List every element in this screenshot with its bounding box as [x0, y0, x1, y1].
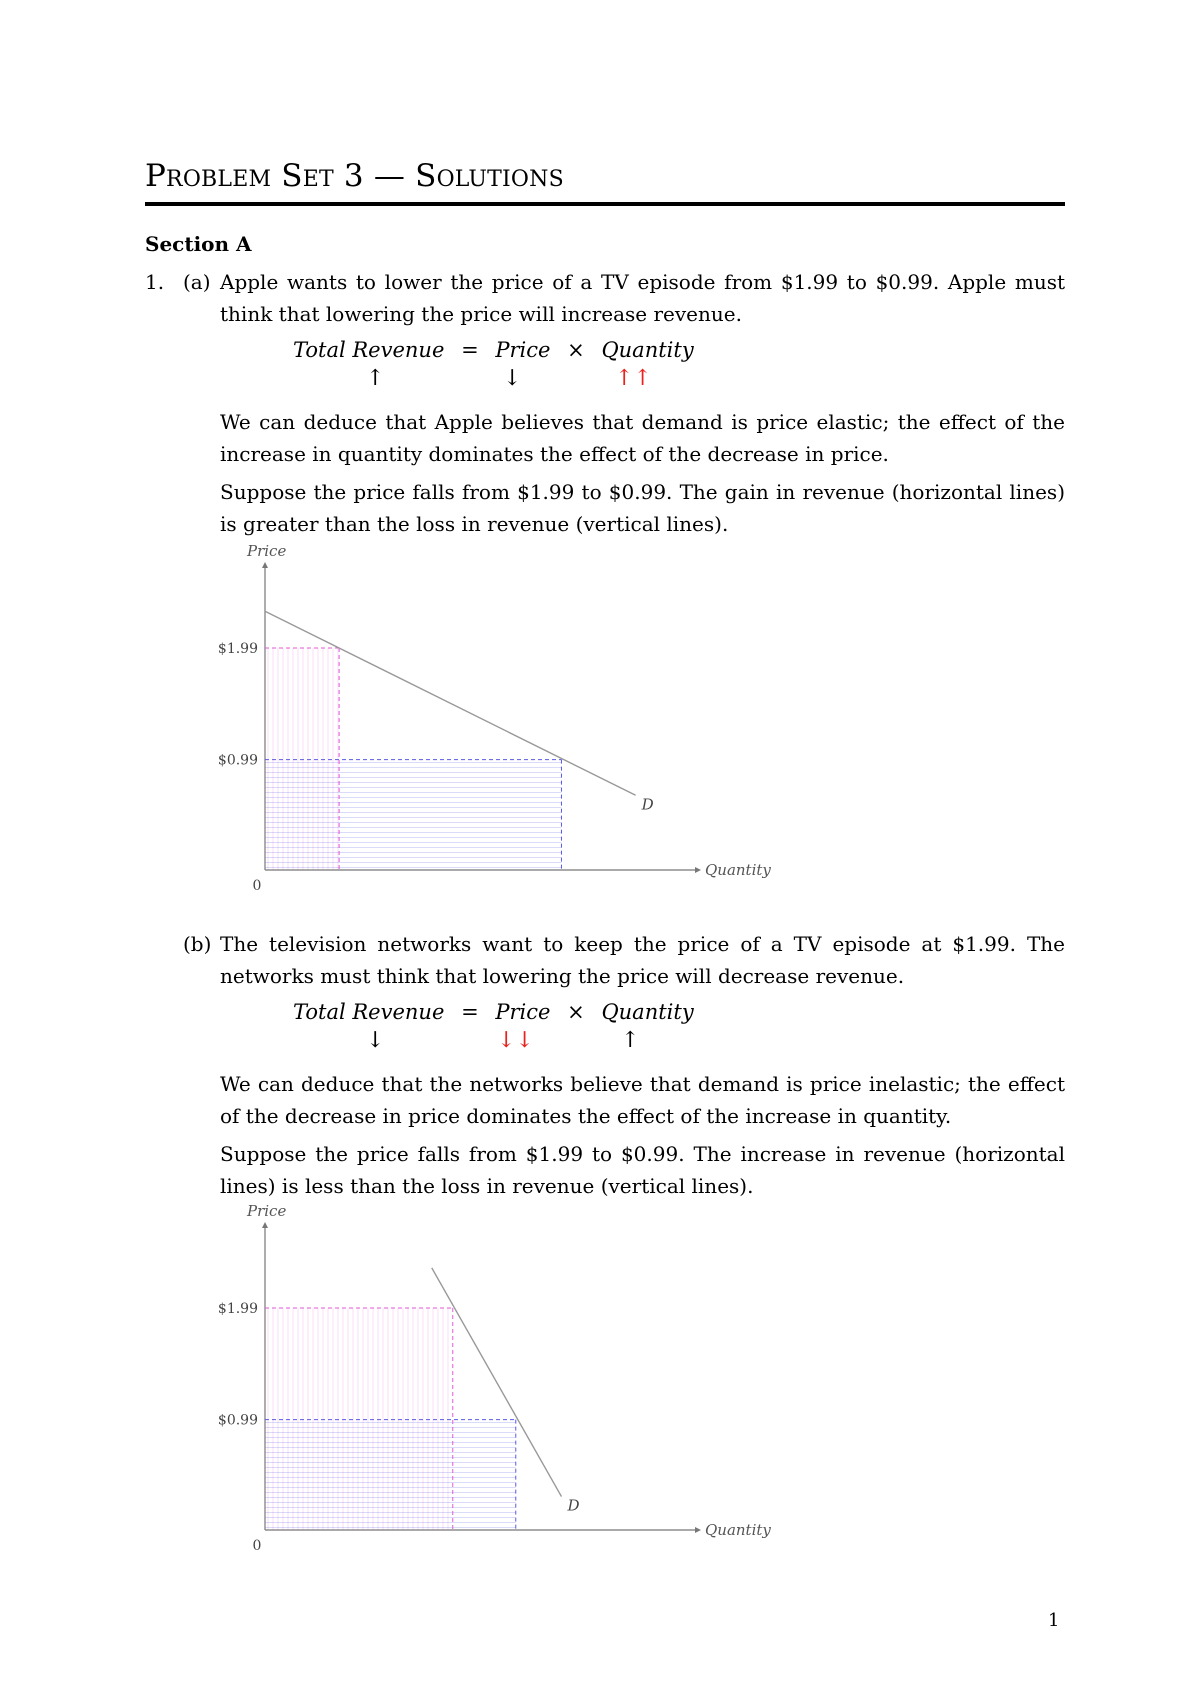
demand-label: D: [641, 795, 654, 814]
part-a-deduction: We can deduce that Apple believes that demand is price elastic; the effect of the increase in quantity dominates the effect of the decrease in price.: [220, 410, 1065, 466]
eq-total-revenue: Total Revenue: [293, 1000, 445, 1024]
y-axis-arrow: [262, 562, 268, 568]
y-axis-label: Price: [247, 1202, 287, 1220]
eq-equals: =: [461, 338, 479, 362]
eq-price: Price: [495, 1000, 551, 1024]
y-axis-arrow: [262, 1222, 268, 1228]
arrow-quantity: ↑↑: [615, 366, 652, 391]
eq-times: ×: [567, 338, 585, 362]
y-axis-label: Price: [247, 542, 287, 560]
y-tick-label-low: $0.99: [217, 1412, 258, 1429]
arrow-quantity: ↑: [621, 1028, 640, 1053]
question-number: 1.: [145, 270, 165, 294]
part-b-intro: The television networks want to keep the price of a TV episode at $1.99. The networks must think that lowering the price will decrease revenue.: [220, 932, 1065, 988]
x-axis-label: Quantity: [705, 861, 771, 879]
part-b-suppose: Suppose the price falls from $1.99 to $0.99. The increase in revenue (horizontal lines) is less than the loss in revenue (vertical lines).: [220, 1142, 1065, 1198]
eq-times: ×: [567, 1000, 585, 1024]
arrow-price: ↓↓: [497, 1028, 534, 1053]
x-axis-arrow: [695, 867, 701, 873]
part-b-label: (b): [183, 932, 212, 956]
origin-label: 0: [252, 1538, 262, 1554]
page-number: 1: [1048, 1610, 1060, 1631]
y-tick-label-high: $1.99: [217, 641, 258, 658]
eq-total-revenue: Total Revenue: [293, 338, 445, 362]
page-title: Problem Set 3 — Solutions: [145, 158, 564, 194]
eq-price: Price: [495, 338, 551, 362]
chart-elastic-demand: [200, 540, 771, 905]
arrow-price: ↓: [503, 366, 522, 391]
part-b-arrows: [145, 1028, 1065, 1058]
part-a-label: (a): [183, 270, 211, 294]
part-a-arrows: [145, 366, 1065, 396]
part-a-suppose: Suppose the price falls from $1.99 to $0.99. The gain in revenue (horizontal lines) is greater than the loss in revenue (vertical lines).: [220, 480, 1065, 536]
chart-inelastic-demand: [200, 1200, 771, 1565]
eq-equals: =: [461, 1000, 479, 1024]
arrow-revenue: ↓: [366, 1028, 385, 1053]
part-b-deduction: We can deduce that the networks believe that demand is price inelastic; the effect of the decrease in price dominates the effect of the increase in quantity.: [220, 1072, 1065, 1128]
demand-curve: [432, 1268, 562, 1497]
part-b-equation: [293, 1000, 694, 1024]
y-tick-label-high: $1.99: [217, 1301, 258, 1318]
arrow-revenue: ↑: [366, 366, 385, 391]
part-a-intro: Apple wants to lower the price of a TV episode from $1.99 to $0.99. Apple must think that lowering the price will increase revenue.: [220, 270, 1065, 326]
eq-quantity: Quantity: [601, 338, 694, 362]
x-axis-label: Quantity: [705, 1521, 771, 1539]
title-rule: [145, 202, 1065, 206]
eq-quantity: Quantity: [601, 1000, 694, 1024]
y-tick-label-low: $0.99: [217, 752, 258, 769]
origin-label: 0: [252, 878, 262, 894]
demand-label: D: [567, 1496, 580, 1515]
x-axis-arrow: [695, 1527, 701, 1533]
section-heading: Section A: [145, 232, 252, 256]
part-a-equation: [293, 338, 694, 362]
